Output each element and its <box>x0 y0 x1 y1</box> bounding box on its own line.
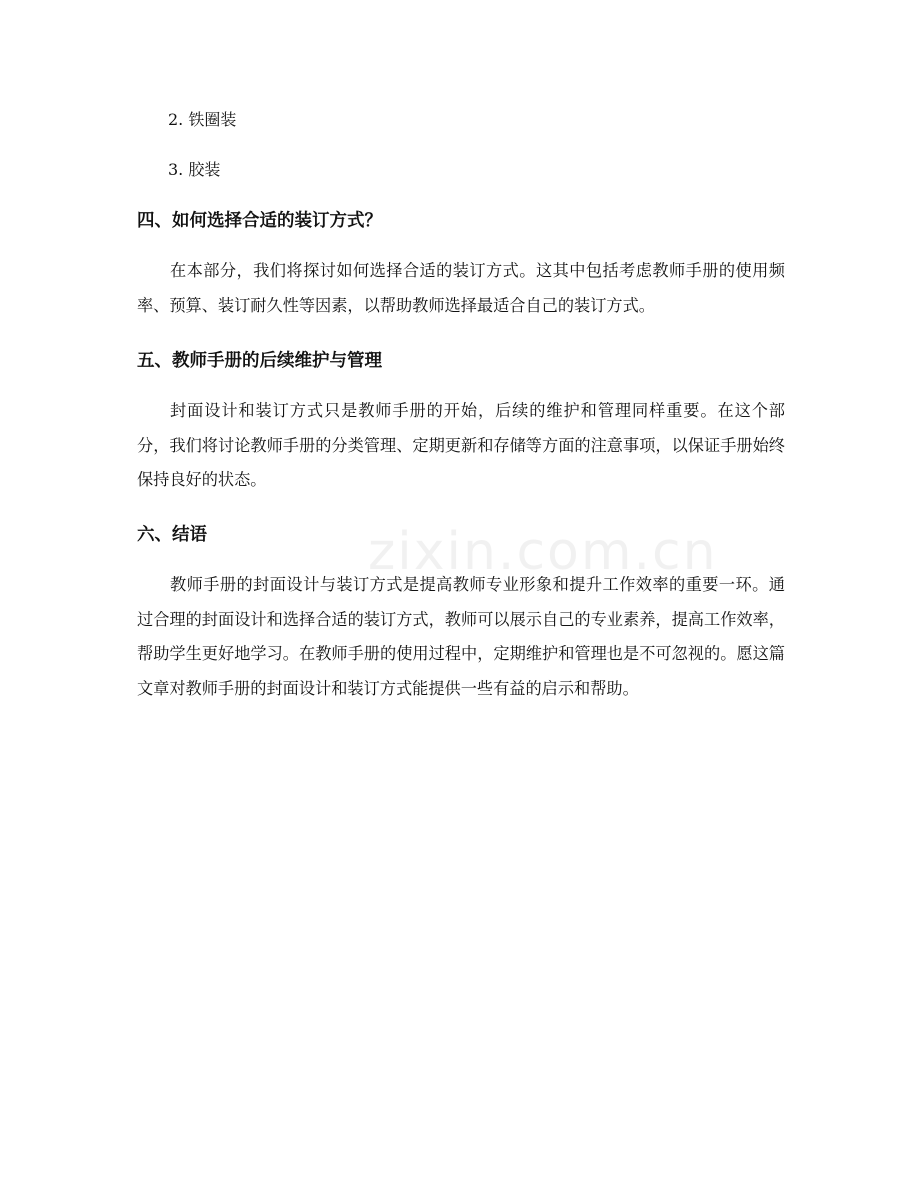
section-paragraph-conclusion: 教师手册的封面设计与装订方式是提高教师专业形象和提升工作效率的重要一环。通过合理的封面设计和选择合适的装订方式，教师可以展示自己的专业素养，提高工作效率，帮助学生更好地学习。在教师手册的使用过程中，定期维护和管理也是不可忽视的。愿这篇文章对教师手册的封面设计和装订方式能提供一些有益的启示和帮助。 <box>137 575 785 698</box>
section-paragraph-maintenance: 封面设计和装订方式只是教师手册的开始，后续的维护和管理同样重要。在这个部分，我们将讨论教师手册的分类管理、定期更新和存储等方面的注意事项，以保证手册始终保持良好的状态。 <box>137 401 785 490</box>
section-heading-choose-binding: 四、如何选择合适的装订方式？ <box>137 211 382 231</box>
section-heading-conclusion: 六、结语 <box>137 525 207 545</box>
list-item-ring-binding: 2. 铁圈装 <box>168 110 237 129</box>
section-paragraph-choose-binding: 在本部分，我们将探讨如何选择合适的装订方式。这其中包括考虑教师手册的使用频率、预算、装订耐久性等因素，以帮助教师选择最适合自己的装订方式。 <box>137 261 785 315</box>
watermark: zixin.com.cn <box>368 522 718 582</box>
section-heading-maintenance: 五、教师手册的后续维护与管理 <box>137 351 382 371</box>
list-item-glue-binding: 3. 胶装 <box>168 160 221 179</box>
